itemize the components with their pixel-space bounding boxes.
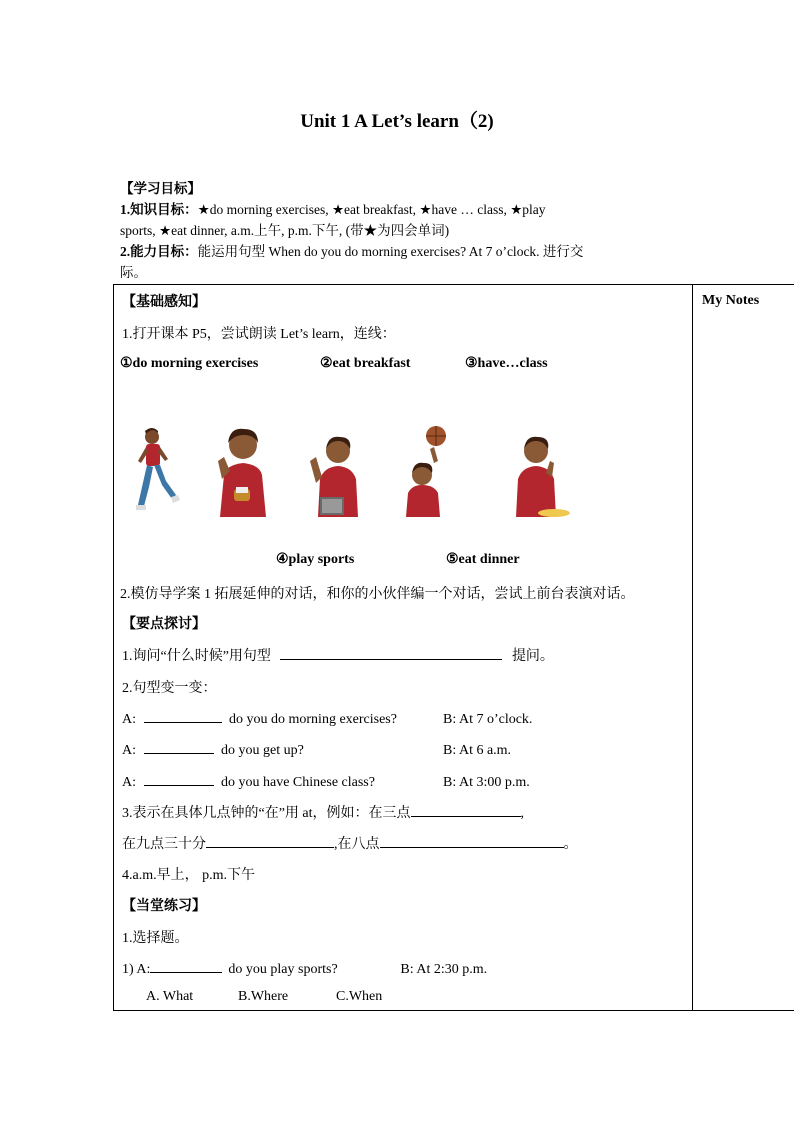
dialog-a-text: do you do morning exercises? bbox=[229, 712, 397, 727]
dialog-row bbox=[122, 708, 532, 728]
goals-heading: 【学习目标】 bbox=[120, 181, 201, 196]
phrase-row-bottom bbox=[276, 551, 520, 568]
notes-heading: My Notes bbox=[702, 293, 760, 308]
answer-blank[interactable] bbox=[144, 739, 214, 754]
points-heading: 【要点探讨】 bbox=[122, 617, 206, 632]
practice-heading: 【当堂练习】 bbox=[122, 899, 206, 914]
dialog-row bbox=[122, 771, 530, 791]
basic-task-2: 2.模仿导学案 1 拓展延伸的对话，和你的小伙伴编一个对话，尝试上前台表演对话。 bbox=[120, 587, 635, 602]
points-item-4: 4.a.m.早上， p.m.下午 bbox=[122, 868, 255, 883]
points-item-3-text-b: 在九点三十分 bbox=[122, 837, 206, 852]
goals-line-1 bbox=[120, 199, 680, 220]
answer-blank[interactable] bbox=[206, 833, 334, 848]
phrase-2: ②eat breakfast bbox=[320, 356, 411, 371]
running-boy-figure bbox=[136, 425, 182, 517]
basic-heading: 【基础感知】 bbox=[122, 295, 206, 310]
answer-blank[interactable] bbox=[380, 833, 564, 848]
practice-question-title: 1.选择题。 bbox=[122, 931, 189, 946]
points-item-3-text-c: ,在八点 bbox=[334, 837, 380, 852]
answer-blank[interactable] bbox=[411, 802, 521, 817]
question-text: do you play sports? bbox=[228, 962, 338, 977]
phrase-5: ⑤eat dinner bbox=[446, 552, 520, 567]
goals-line-2: sports, ★eat dinner, a.m.上午, p.m.下午, (带★为四会单词) bbox=[120, 223, 450, 238]
goals-line-3 bbox=[120, 241, 680, 262]
answer-blank[interactable] bbox=[150, 958, 222, 973]
phrase-3: ③have…class bbox=[465, 356, 548, 371]
goals-ability-label: 2.能力目标： bbox=[120, 244, 198, 259]
dialog-b-text: B: At 7 o’clock. bbox=[443, 712, 533, 727]
points-item-2: 2.句型变一变： bbox=[122, 681, 217, 696]
points-item-3 bbox=[122, 802, 524, 822]
dialog-b-text: B: At 6 a.m. bbox=[443, 743, 512, 758]
points-item-1-text: 1.询问“什么时候”用句型 bbox=[122, 649, 271, 664]
points-item-3-text: 3.表示在具体几点钟的“在”用 at，例如：在三点 bbox=[122, 806, 411, 821]
points-item-3-end: 。 bbox=[563, 837, 578, 852]
answer-blank[interactable] bbox=[280, 645, 502, 660]
dialog-a-prefix: A: bbox=[122, 775, 136, 790]
morning-boy-figure bbox=[214, 425, 272, 517]
goals-knowledge-label: 1.知识目标： bbox=[120, 202, 198, 217]
practice-options bbox=[146, 989, 382, 1005]
learning-goals bbox=[120, 178, 680, 283]
answer-blank[interactable] bbox=[144, 771, 214, 786]
points-item-3-comma: , bbox=[520, 806, 525, 821]
option-c[interactable]: C.When bbox=[336, 989, 383, 1004]
option-b[interactable]: B.Where bbox=[238, 989, 289, 1004]
dialog-b-text: B: At 3:00 p.m. bbox=[443, 775, 530, 790]
phrase-row-top bbox=[120, 355, 548, 372]
dinner-boy-figure bbox=[510, 433, 570, 517]
activity-figures bbox=[114, 417, 692, 517]
goals-knowledge-text: ★do morning exercises, ★eat breakfast, ★have … class, ★play bbox=[197, 202, 546, 217]
basic-task-1: 1.打开课本 P5，尝试朗读 Let’s learn，连线： bbox=[122, 327, 396, 342]
option-a[interactable]: A. What bbox=[146, 989, 194, 1004]
goals-ability-text: 能运用句型 When do you do morning exercises? At 7 o’clock. 进行交 bbox=[197, 244, 584, 259]
question-answer: B: At 2:30 p.m. bbox=[400, 962, 488, 977]
dialog-a-text: do you get up? bbox=[221, 743, 304, 758]
practice-question-1 bbox=[122, 958, 487, 978]
goals-line-4: 际。 bbox=[120, 265, 147, 280]
sports-boy-figure bbox=[404, 425, 464, 517]
answer-blank[interactable] bbox=[144, 708, 222, 723]
phrase-1: ①do morning exercises bbox=[120, 356, 259, 371]
page-title: Unit 1 A Let’s learn（2) bbox=[300, 111, 494, 132]
dialog-a-prefix: A: bbox=[122, 712, 136, 727]
points-item-3-cont bbox=[122, 833, 578, 853]
class-boy-figure bbox=[306, 433, 364, 517]
points-item-1-suffix: 提问。 bbox=[511, 649, 554, 664]
column-divider bbox=[692, 285, 693, 1010]
dialog-row bbox=[122, 739, 511, 759]
question-prefix: 1) A: bbox=[122, 962, 151, 977]
points-item-1 bbox=[122, 645, 554, 665]
dialog-a-text: do you have Chinese class? bbox=[221, 775, 375, 790]
worksheet-table bbox=[113, 284, 794, 1011]
phrase-4: ④play sports bbox=[276, 552, 355, 567]
dialog-a-prefix: A: bbox=[122, 743, 136, 758]
